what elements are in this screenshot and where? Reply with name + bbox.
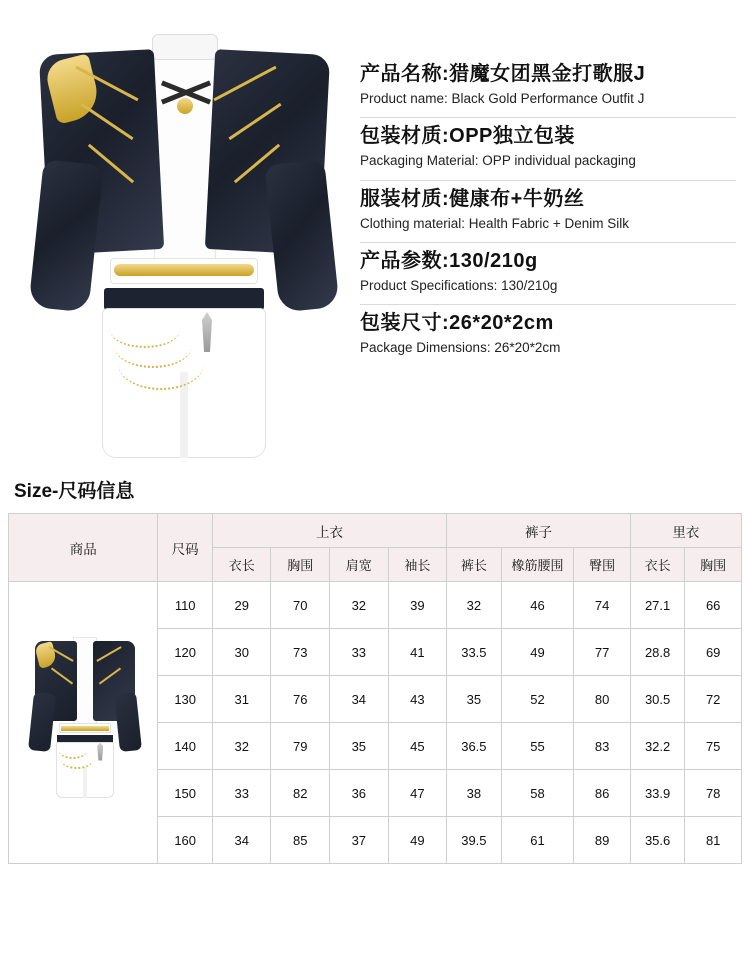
cell-value: 52 xyxy=(501,676,574,723)
th-top-sleeve: 袖长 xyxy=(388,548,447,582)
cell-value: 27.1 xyxy=(630,582,685,629)
cell-value: 82 xyxy=(271,770,330,817)
shorts-waistband xyxy=(104,288,264,310)
thumbnail-garment xyxy=(23,623,143,823)
cell-value: 49 xyxy=(501,629,574,676)
cell-value: 46 xyxy=(501,582,574,629)
spec-item xyxy=(360,181,736,243)
shirt-collar xyxy=(152,34,218,60)
cell-value: 34 xyxy=(212,817,271,864)
cell-value: 35 xyxy=(330,723,389,770)
cell-value: 33.9 xyxy=(630,770,685,817)
jacket-left-sleeve xyxy=(28,159,103,312)
cell-value: 81 xyxy=(685,817,742,864)
cell-value: 70 xyxy=(271,582,330,629)
th-top-shoulder: 肩宽 xyxy=(330,548,389,582)
spec-cn-material: 服装材质:健康布+牛奶丝 xyxy=(360,187,585,210)
cell-value: 38 xyxy=(447,770,502,817)
cell-value: 47 xyxy=(388,770,447,817)
thumb-gold-belt xyxy=(61,726,109,731)
spec-item xyxy=(360,243,736,305)
jacket-right-sleeve xyxy=(264,159,339,312)
th-top-length: 衣长 xyxy=(212,548,271,582)
cell-value: 78 xyxy=(685,770,742,817)
th-pants-hip: 臀围 xyxy=(574,548,631,582)
spec-cn-name: 产品名称:猎魔女团黑金打歌服J xyxy=(360,63,646,85)
cell-value: 35 xyxy=(447,676,502,723)
size-table-wrapper xyxy=(0,513,750,864)
cell-value: 30 xyxy=(212,629,271,676)
th-product: 商品 xyxy=(9,514,158,582)
spec-en-packaging: Packaging Material: OPP individual packaging xyxy=(360,153,636,169)
cell-value: 32 xyxy=(330,582,389,629)
cell-value: 45 xyxy=(388,723,447,770)
th-pants-length: 裤长 xyxy=(447,548,502,582)
cell-value: 75 xyxy=(685,723,742,770)
spec-en-parameters: Product Specifications: 130/210g xyxy=(360,277,558,293)
product-hero-image xyxy=(14,12,344,470)
cell-value: 66 xyxy=(685,582,742,629)
cell-value: 61 xyxy=(501,817,574,864)
th-inner-bust: 胸围 xyxy=(685,548,742,582)
th-group-inner: 里衣 xyxy=(630,514,741,548)
top-section xyxy=(0,0,750,470)
gold-emblem xyxy=(177,98,193,114)
cell-value: 39.5 xyxy=(447,817,502,864)
cell-value: 79 xyxy=(271,723,330,770)
cell-value: 32 xyxy=(447,582,502,629)
cell-value: 32.2 xyxy=(630,723,685,770)
cell-value: 83 xyxy=(574,723,631,770)
cell-value: 33.5 xyxy=(447,629,502,676)
size-table-body xyxy=(9,582,742,864)
cell-value: 89 xyxy=(574,817,631,864)
cell-value: 33 xyxy=(330,629,389,676)
cell-value: 49 xyxy=(388,817,447,864)
th-group-pants: 裤子 xyxy=(447,514,631,548)
cell-size: 160 xyxy=(158,817,213,864)
cell-size: 150 xyxy=(158,770,213,817)
cell-value: 41 xyxy=(388,629,447,676)
th-size: 尺码 xyxy=(158,514,213,582)
th-top-bust: 胸围 xyxy=(271,548,330,582)
table-header-group-row xyxy=(9,514,742,548)
thumb-shorts-seam xyxy=(83,767,87,798)
spec-cn-parameters: 产品参数:130/210g xyxy=(360,249,538,272)
cell-value: 72 xyxy=(685,676,742,723)
cell-value: 29 xyxy=(212,582,271,629)
cell-value: 85 xyxy=(271,817,330,864)
spec-cn-dimensions: 包装尺寸:26*20*2cm xyxy=(360,312,554,334)
cell-size: 140 xyxy=(158,723,213,770)
cell-value: 37 xyxy=(330,817,389,864)
cell-value: 43 xyxy=(388,676,447,723)
th-group-top: 上衣 xyxy=(212,514,446,548)
spec-item xyxy=(360,305,736,366)
cell-value: 35.6 xyxy=(630,817,685,864)
gold-belt-chain xyxy=(114,264,254,276)
cell-size: 130 xyxy=(158,676,213,723)
cell-value: 74 xyxy=(574,582,631,629)
cell-value: 30.5 xyxy=(630,676,685,723)
table-product-thumbnail xyxy=(9,582,158,864)
cell-value: 58 xyxy=(501,770,574,817)
th-pants-waist: 橡筋腰围 xyxy=(501,548,574,582)
table-row xyxy=(9,582,742,629)
thumb-sleeve-left xyxy=(28,692,56,752)
cell-value: 32 xyxy=(212,723,271,770)
spec-cn-packaging: 包装材质:OPP独立包装 xyxy=(360,125,575,148)
spec-en-material: Clothing material: Health Fabric + Denim Silk xyxy=(360,215,629,231)
cell-value: 77 xyxy=(574,629,631,676)
cell-value: 80 xyxy=(574,676,631,723)
spec-item xyxy=(360,62,736,118)
cell-value: 55 xyxy=(501,723,574,770)
garment-illustration xyxy=(14,12,344,472)
cell-value: 28.8 xyxy=(630,629,685,676)
cell-value: 86 xyxy=(574,770,631,817)
cell-value: 34 xyxy=(330,676,389,723)
cell-value: 69 xyxy=(685,629,742,676)
decorative-chain xyxy=(118,338,204,390)
size-table-head xyxy=(9,514,742,582)
spec-en-name: Product name: Black Gold Performance Outfit J xyxy=(360,91,645,106)
cell-size: 120 xyxy=(158,629,213,676)
spec-list xyxy=(344,12,736,470)
cell-size: 110 xyxy=(158,582,213,629)
cell-value: 39 xyxy=(388,582,447,629)
spec-en-dimensions: Package Dimensions: 26*20*2cm xyxy=(360,340,561,355)
cell-value: 31 xyxy=(212,676,271,723)
thumb-sleeve-right xyxy=(114,692,142,752)
cell-value: 73 xyxy=(271,629,330,676)
size-table xyxy=(8,513,742,864)
thumb-chain xyxy=(61,751,93,769)
cell-value: 36 xyxy=(330,770,389,817)
spec-item xyxy=(360,118,736,180)
cell-value: 76 xyxy=(271,676,330,723)
size-section-heading: Size-尺码信息 xyxy=(14,481,135,502)
cell-value: 33 xyxy=(212,770,271,817)
th-inner-length: 衣长 xyxy=(630,548,685,582)
cell-value: 36.5 xyxy=(447,723,502,770)
